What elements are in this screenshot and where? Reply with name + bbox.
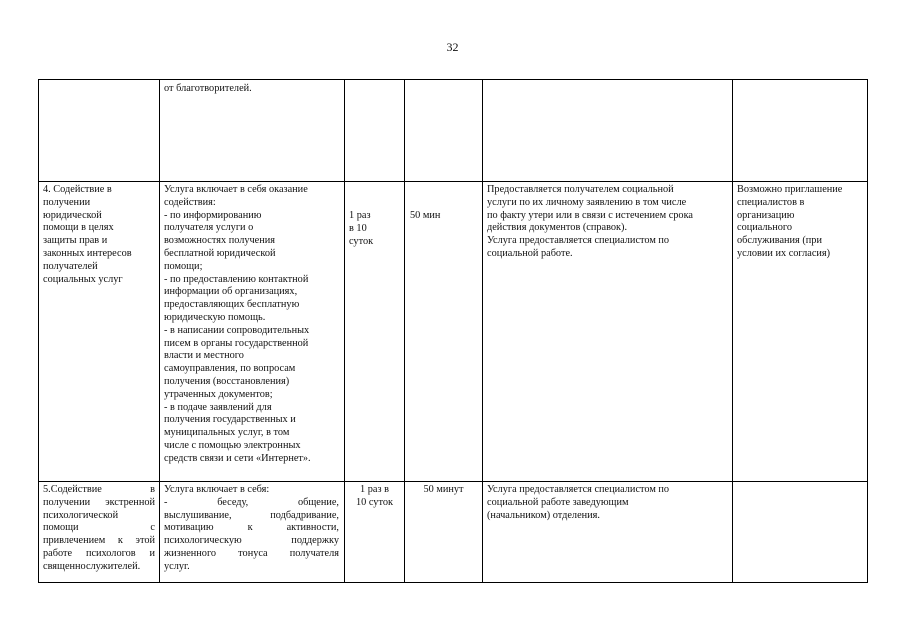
row3-service-name-line: священнослужителей. — [43, 560, 141, 572]
row3-conditions: Услуга предоставляется специалистом по социальной работе заведующим (начальником) отделения. — [487, 484, 670, 521]
services-table — [38, 79, 868, 583]
row-divider — [38, 481, 868, 482]
column-divider — [867, 79, 868, 583]
column-divider — [159, 79, 160, 583]
row3-service-name-line: работе психологов и — [43, 547, 155, 559]
row3-service-name — [43, 484, 155, 574]
table-border-bottom — [38, 582, 868, 583]
row3-service-name-line: психологической — [43, 509, 119, 521]
row3-service-name-line: помощи с — [43, 522, 155, 534]
row2-duration: 50 мин — [410, 210, 441, 221]
row3-description-line: - беседу, общение, — [164, 496, 339, 508]
row2-description: Услуга включает в себя оказание содействия: - по информированию получателя услуги о возможностях получения бесплатной юридической помощи; - по предоставлению контактной информации об организациях, предоставляющих бесплатную юридическую помощь. - в написании сопроводительных писем в органы государственной власти и местного самоуправления, по вопросам получения (восстановления) утраченных документов; - в подаче заявлений для получения государственных и муниципальных услуг, в том числе с помощью электронных средств связи и сети «Интернет». — [164, 184, 311, 464]
row3-description-line: услуг. — [164, 560, 190, 572]
row3-description-line: мотивацию к активности, — [164, 522, 339, 534]
row2-conditions: Предоставляется получателем социальной услуги по их личному заявлению в том числе по факту утери или в связи с истечением срока действия документов (справок). Услуга предоставляется специалистом по социальной работе. — [487, 184, 693, 259]
row2-frequency: 1 раз в 10 суток — [349, 210, 374, 247]
page-number: 32 — [446, 40, 459, 54]
column-divider — [732, 79, 733, 583]
row3-description-line: выслушивание, подбадривание, — [164, 509, 339, 521]
table-border-top — [38, 79, 868, 80]
row3-description — [164, 484, 339, 574]
column-divider — [404, 79, 405, 583]
row3-service-name-line: получении экстренной — [43, 496, 155, 508]
column-divider — [38, 79, 39, 583]
row2-service-name: 4. Содействие в получении юридической помощи в целях защиты прав и законных интересов получателей социальных услуг — [43, 184, 132, 285]
row3-service-name-line: 5.Содействие в — [43, 484, 155, 495]
row3-service-name-line: привлечением к этой — [43, 535, 155, 547]
column-divider — [482, 79, 483, 583]
row3-duration: 50 минут — [423, 484, 464, 495]
row2-notes: Возможно приглашение специалистов в организацию социального обслуживания (при условии их согласия) — [737, 184, 843, 259]
row1-description: от благотворителей. — [164, 83, 252, 94]
row3-description-line: Услуга включает в себя: — [164, 484, 270, 495]
row3-description-line: психологическую поддержку — [164, 535, 339, 547]
row3-description-line: жизненного тонуса получателя — [164, 547, 339, 559]
row-divider — [38, 181, 868, 182]
row3-frequency: 1 раз в 10 суток — [356, 484, 393, 508]
